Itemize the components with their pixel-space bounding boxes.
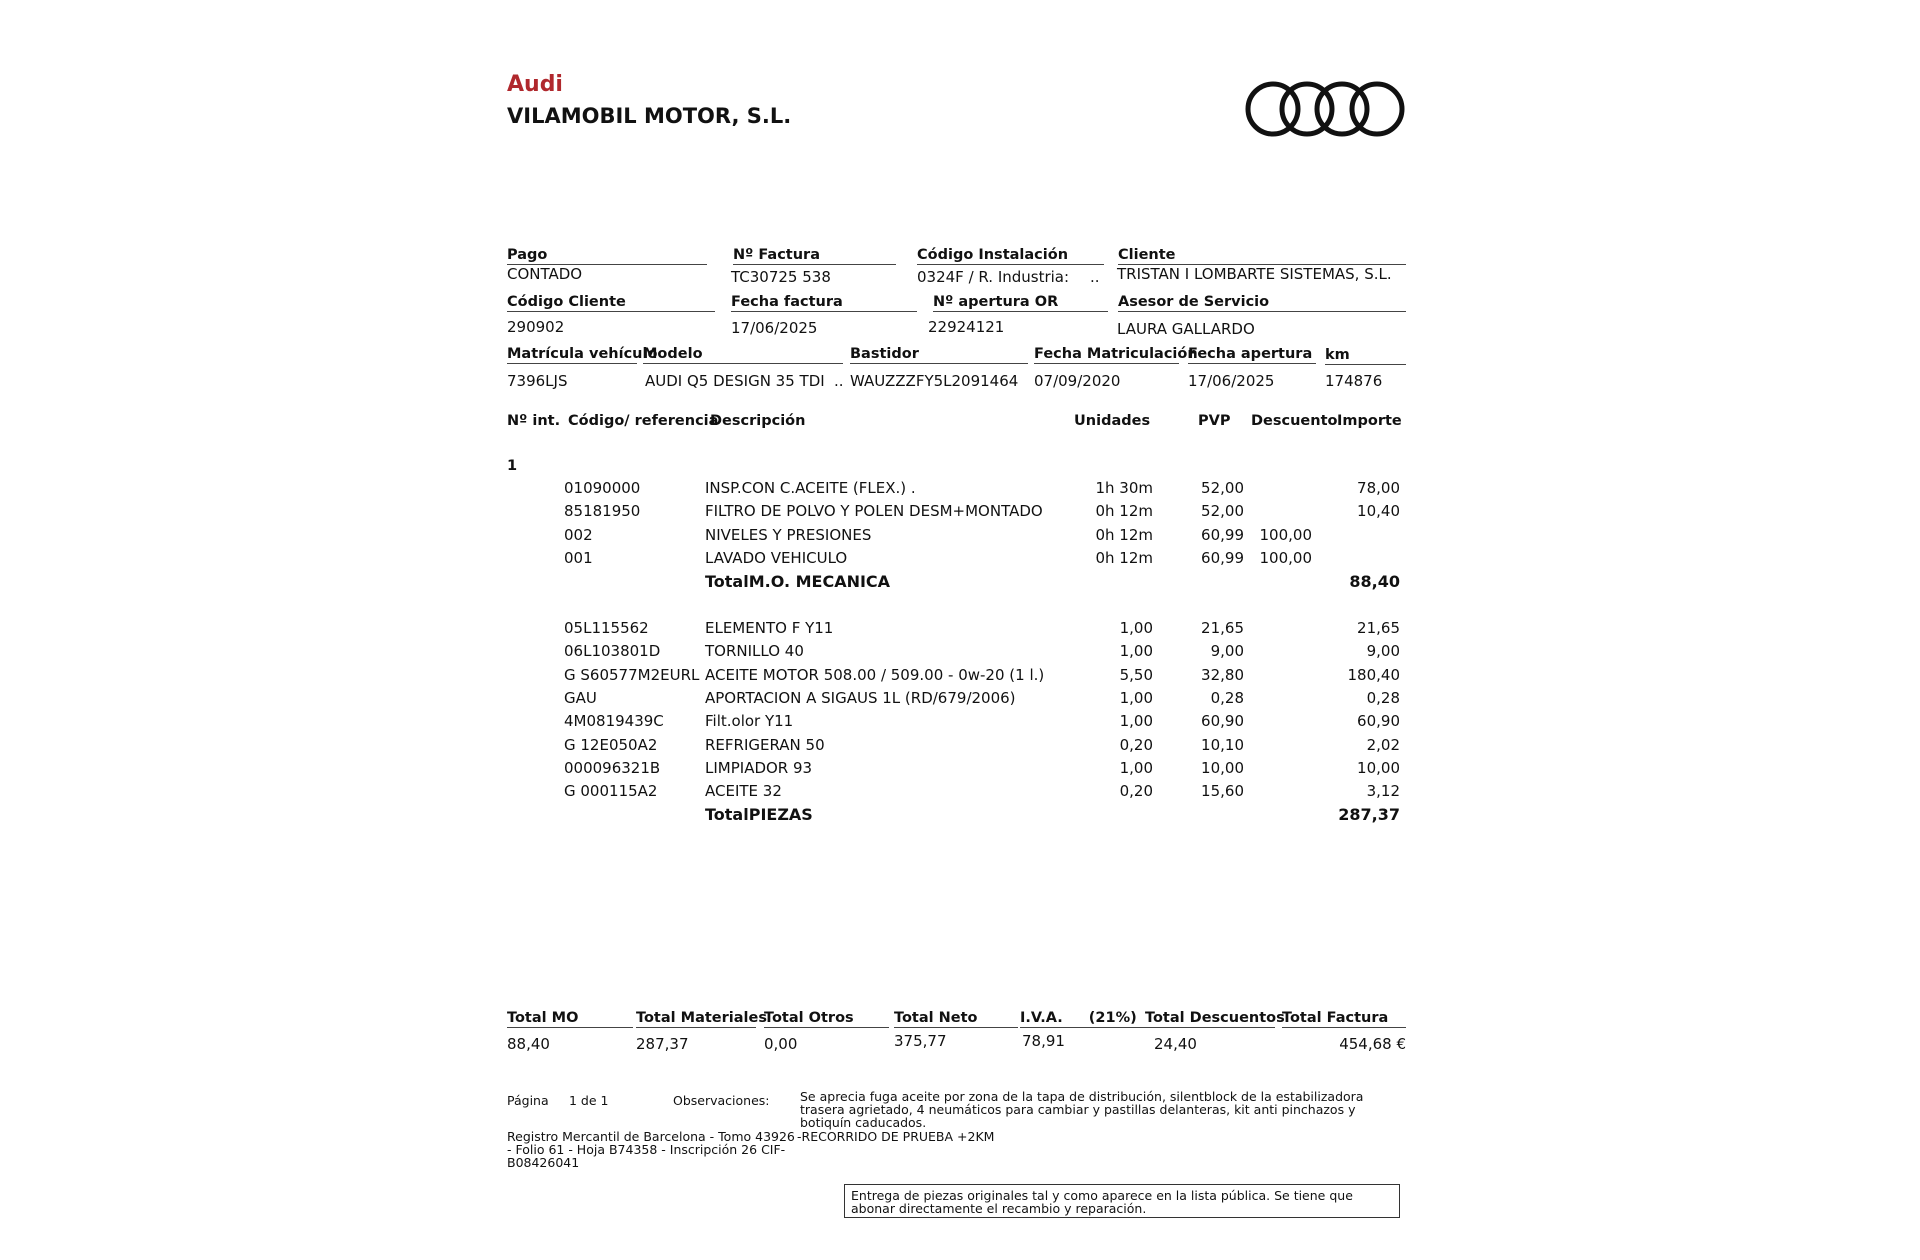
labour-desc: INSP.CON C.ACEITE (FLEX.) . — [705, 479, 916, 497]
parts-amount: 180,40 — [1347, 665, 1400, 684]
parts-units: 5,50 — [1119, 665, 1153, 684]
instalacion-dots: .. — [1090, 268, 1100, 286]
km-label: km — [1325, 347, 1406, 365]
parts-desc: APORTACION A SIGAUS 1L (RD/679/2006) — [705, 688, 1016, 707]
parts-pvp: 10,00 — [1201, 758, 1244, 777]
parts-code: 05L115562 — [564, 619, 649, 637]
pago-label: Pago — [507, 247, 707, 265]
labour-code: 01090000 — [564, 479, 641, 497]
parts-amount: 9,00 — [1366, 642, 1400, 661]
iva-value: 78,91 — [1022, 1032, 1065, 1050]
bastidor-label: Bastidor — [850, 346, 1028, 364]
total-mo-label: Total MO — [507, 1010, 633, 1028]
parts-code: G 12E050A2 — [564, 735, 658, 754]
parts-code: GAU — [564, 688, 597, 707]
labour-code: 85181950 — [564, 502, 641, 521]
labour-disc: 100,00 — [1259, 525, 1312, 544]
observaciones-text: Se aprecia fuga aceite por zona de la tapa de distribución, silentblock de la estabilizadora trasera agrietado, 4 neumáticos para cambiar y pastillas delanteras, kit anti pinchazos y botiquín caducados. — [800, 1089, 1364, 1130]
th-pvp: PVP — [1198, 413, 1231, 429]
parts-amount: 3,12 — [1366, 782, 1400, 801]
codigo-cliente-label: Código Cliente — [507, 294, 715, 312]
labour-units: 1h 30m — [1095, 479, 1153, 497]
fecha-factura-label: Fecha factura — [731, 294, 917, 312]
factura-label: Nº Factura — [733, 247, 896, 265]
iva-label — [1020, 1010, 1147, 1028]
parts-pvp: 10,10 — [1201, 735, 1244, 754]
parts-desc: Filt.olor Y11 — [705, 712, 794, 731]
aviso-box: Entrega de piezas originales tal y como aparece en la lista pública. Se tiene que abonar directamente el recambio y reparación. — [844, 1184, 1400, 1218]
group-number: 1 — [507, 458, 518, 474]
cliente-label: Cliente — [1118, 247, 1406, 265]
labour-pvp: 52,00 — [1201, 479, 1244, 497]
matricula-value: 7396LJS — [507, 372, 568, 390]
parts-desc: ACEITE MOTOR 508.00 / 509.00 - 0w-20 (1 l.) — [705, 665, 1045, 684]
parts-units: 0,20 — [1119, 735, 1153, 754]
brand-name: Audi — [507, 72, 563, 97]
parts-units: 1,00 — [1119, 712, 1153, 731]
labour-total-label: TotalM.O. MECANICA — [705, 572, 891, 591]
parts-amount: 60,90 — [1357, 712, 1400, 731]
total-otros-label: Total Otros — [764, 1010, 889, 1028]
parts-desc: REFRIGERAN 50 — [705, 735, 825, 754]
labour-units: 0h 12m — [1095, 525, 1153, 544]
fecha-factura-value: 17/06/2025 — [731, 319, 818, 337]
codigo-cliente-value: 290902 — [507, 318, 565, 336]
parts-pvp: 21,65 — [1201, 619, 1244, 637]
audi-rings-logo — [1244, 80, 1406, 138]
asesor-label: Asesor de Servicio — [1118, 294, 1406, 312]
km-value: 174876 — [1325, 372, 1383, 390]
labour-amount: 10,40 — [1357, 502, 1400, 521]
labour-disc: 100,00 — [1259, 548, 1312, 567]
parts-code: G S60577M2EURL — [564, 665, 700, 684]
parts-desc: TORNILLO 40 — [705, 642, 804, 661]
parts-amount: 10,00 — [1357, 758, 1400, 777]
asesor-value: LAURA GALLARDO — [1117, 320, 1255, 338]
parts-code: 000096321B — [564, 758, 661, 777]
th-codigo: Código/ referencia — [568, 413, 719, 429]
parts-amount: 0,28 — [1366, 688, 1400, 707]
th-unidades: Unidades — [1074, 413, 1151, 429]
instalacion-value: 0324F / R. Industria: — [917, 268, 1070, 286]
apertura-or-value: 22924121 — [928, 318, 1005, 336]
parts-units: 1,00 — [1119, 642, 1153, 661]
total-descuentos-label: Total Descuentos — [1145, 1010, 1285, 1026]
labour-units: 0h 12m — [1095, 548, 1153, 567]
labour-desc: NIVELES Y PRESIONES — [705, 525, 872, 544]
th-descuento: Descuento — [1251, 413, 1338, 429]
fecha-matriculacion-value: 07/09/2020 — [1034, 372, 1121, 390]
labour-pvp: 60,99 — [1201, 525, 1244, 544]
labour-code: 002 — [564, 525, 593, 544]
total-factura-value: 454,68 € — [1339, 1035, 1406, 1053]
modelo-value: AUDI Q5 DESIGN 35 TDI — [645, 372, 825, 390]
fecha-matriculacion-label: Fecha Matriculación — [1034, 346, 1198, 362]
total-descuentos-value: 24,40 — [1154, 1035, 1197, 1053]
company-name: VILAMOBIL MOTOR, S.L. — [507, 104, 792, 128]
parts-pvp: 15,60 — [1201, 782, 1244, 801]
parts-desc: ELEMENTO F Y11 — [705, 619, 834, 637]
factura-value: TC30725 538 — [731, 268, 831, 286]
modelo-label: Modelo — [643, 346, 843, 364]
parts-pvp: 32,80 — [1201, 665, 1244, 684]
total-materiales-value: 287,37 — [636, 1035, 689, 1053]
matricula-label: Matrícula vehículo — [507, 346, 658, 362]
th-importe: Importe — [1337, 413, 1402, 429]
parts-desc: ACEITE 32 — [705, 782, 782, 801]
th-descripcion: Descripción — [710, 413, 806, 429]
labour-amount: 78,00 — [1357, 479, 1400, 497]
th-nint: Nº int. — [507, 413, 561, 429]
labour-pvp: 52,00 — [1201, 502, 1244, 521]
instalacion-label: Código Instalación — [917, 247, 1104, 265]
pagina-value: 1 de 1 — [569, 1093, 609, 1108]
parts-units: 0,20 — [1119, 782, 1153, 801]
pagina-label: Página — [507, 1093, 549, 1108]
pago-value: CONTADO — [507, 265, 583, 283]
labour-desc: FILTRO DE POLVO Y POLEN DESM+MONTADO — [705, 502, 1043, 521]
registro-mercantil: Registro Mercantil de Barcelona - Tomo 43926 - Folio 61 - Hoja B74358 - Inscripción 26 CIF-B08426041 — [507, 1129, 795, 1170]
parts-amount: 2,02 — [1366, 735, 1400, 754]
labour-units: 0h 12m — [1095, 502, 1153, 521]
parts-total-label: TotalPIEZAS — [705, 805, 813, 824]
parts-amount: 21,65 — [1357, 619, 1400, 637]
total-neto-label: Total Neto — [894, 1010, 1018, 1028]
total-factura-label: Total Factura — [1282, 1010, 1406, 1028]
total-otros-value: 0,00 — [764, 1035, 798, 1053]
cliente-value: TRISTAN I LOMBARTE SISTEMAS, S.L. — [1117, 265, 1392, 283]
recorrido-text: -RECORRIDO DE PRUEBA +2KM — [797, 1129, 995, 1144]
parts-pvp: 0,28 — [1210, 688, 1244, 707]
observaciones-label: Observaciones: — [673, 1093, 770, 1108]
iva-label-text: I.V.A. — [1020, 1010, 1063, 1026]
parts-code: 4M0819439C — [564, 712, 664, 731]
total-mo-value: 88,40 — [507, 1035, 550, 1053]
parts-code: 06L103801D — [564, 642, 661, 661]
fecha-apertura-label: Fecha apertura — [1188, 346, 1316, 364]
parts-units: 1,00 — [1119, 619, 1153, 637]
labour-code: 001 — [564, 548, 593, 567]
labour-desc: LAVADO VEHICULO — [705, 548, 848, 567]
parts-pvp: 9,00 — [1210, 642, 1244, 661]
iva-percent: (21%) — [1088, 1010, 1137, 1026]
parts-units: 1,00 — [1119, 688, 1153, 707]
fecha-apertura-value: 17/06/2025 — [1188, 372, 1275, 390]
total-neto-value: 375,77 — [894, 1032, 947, 1050]
parts-units: 1,00 — [1119, 758, 1153, 777]
total-materiales-label: Total Materiales — [636, 1010, 767, 1026]
parts-total-value: 287,37 — [1338, 805, 1400, 824]
parts-pvp: 60,90 — [1201, 712, 1244, 731]
parts-code: G 000115A2 — [564, 782, 658, 801]
apertura-or-label: Nº apertura OR — [933, 294, 1108, 312]
parts-desc: LIMPIADOR 93 — [705, 758, 813, 777]
bastidor-value: WAUZZZFY5L2091464 — [850, 372, 1019, 390]
labour-pvp: 60,99 — [1201, 548, 1244, 567]
labour-total-value: 88,40 — [1349, 572, 1400, 591]
modelo-dots: .. — [834, 372, 844, 390]
